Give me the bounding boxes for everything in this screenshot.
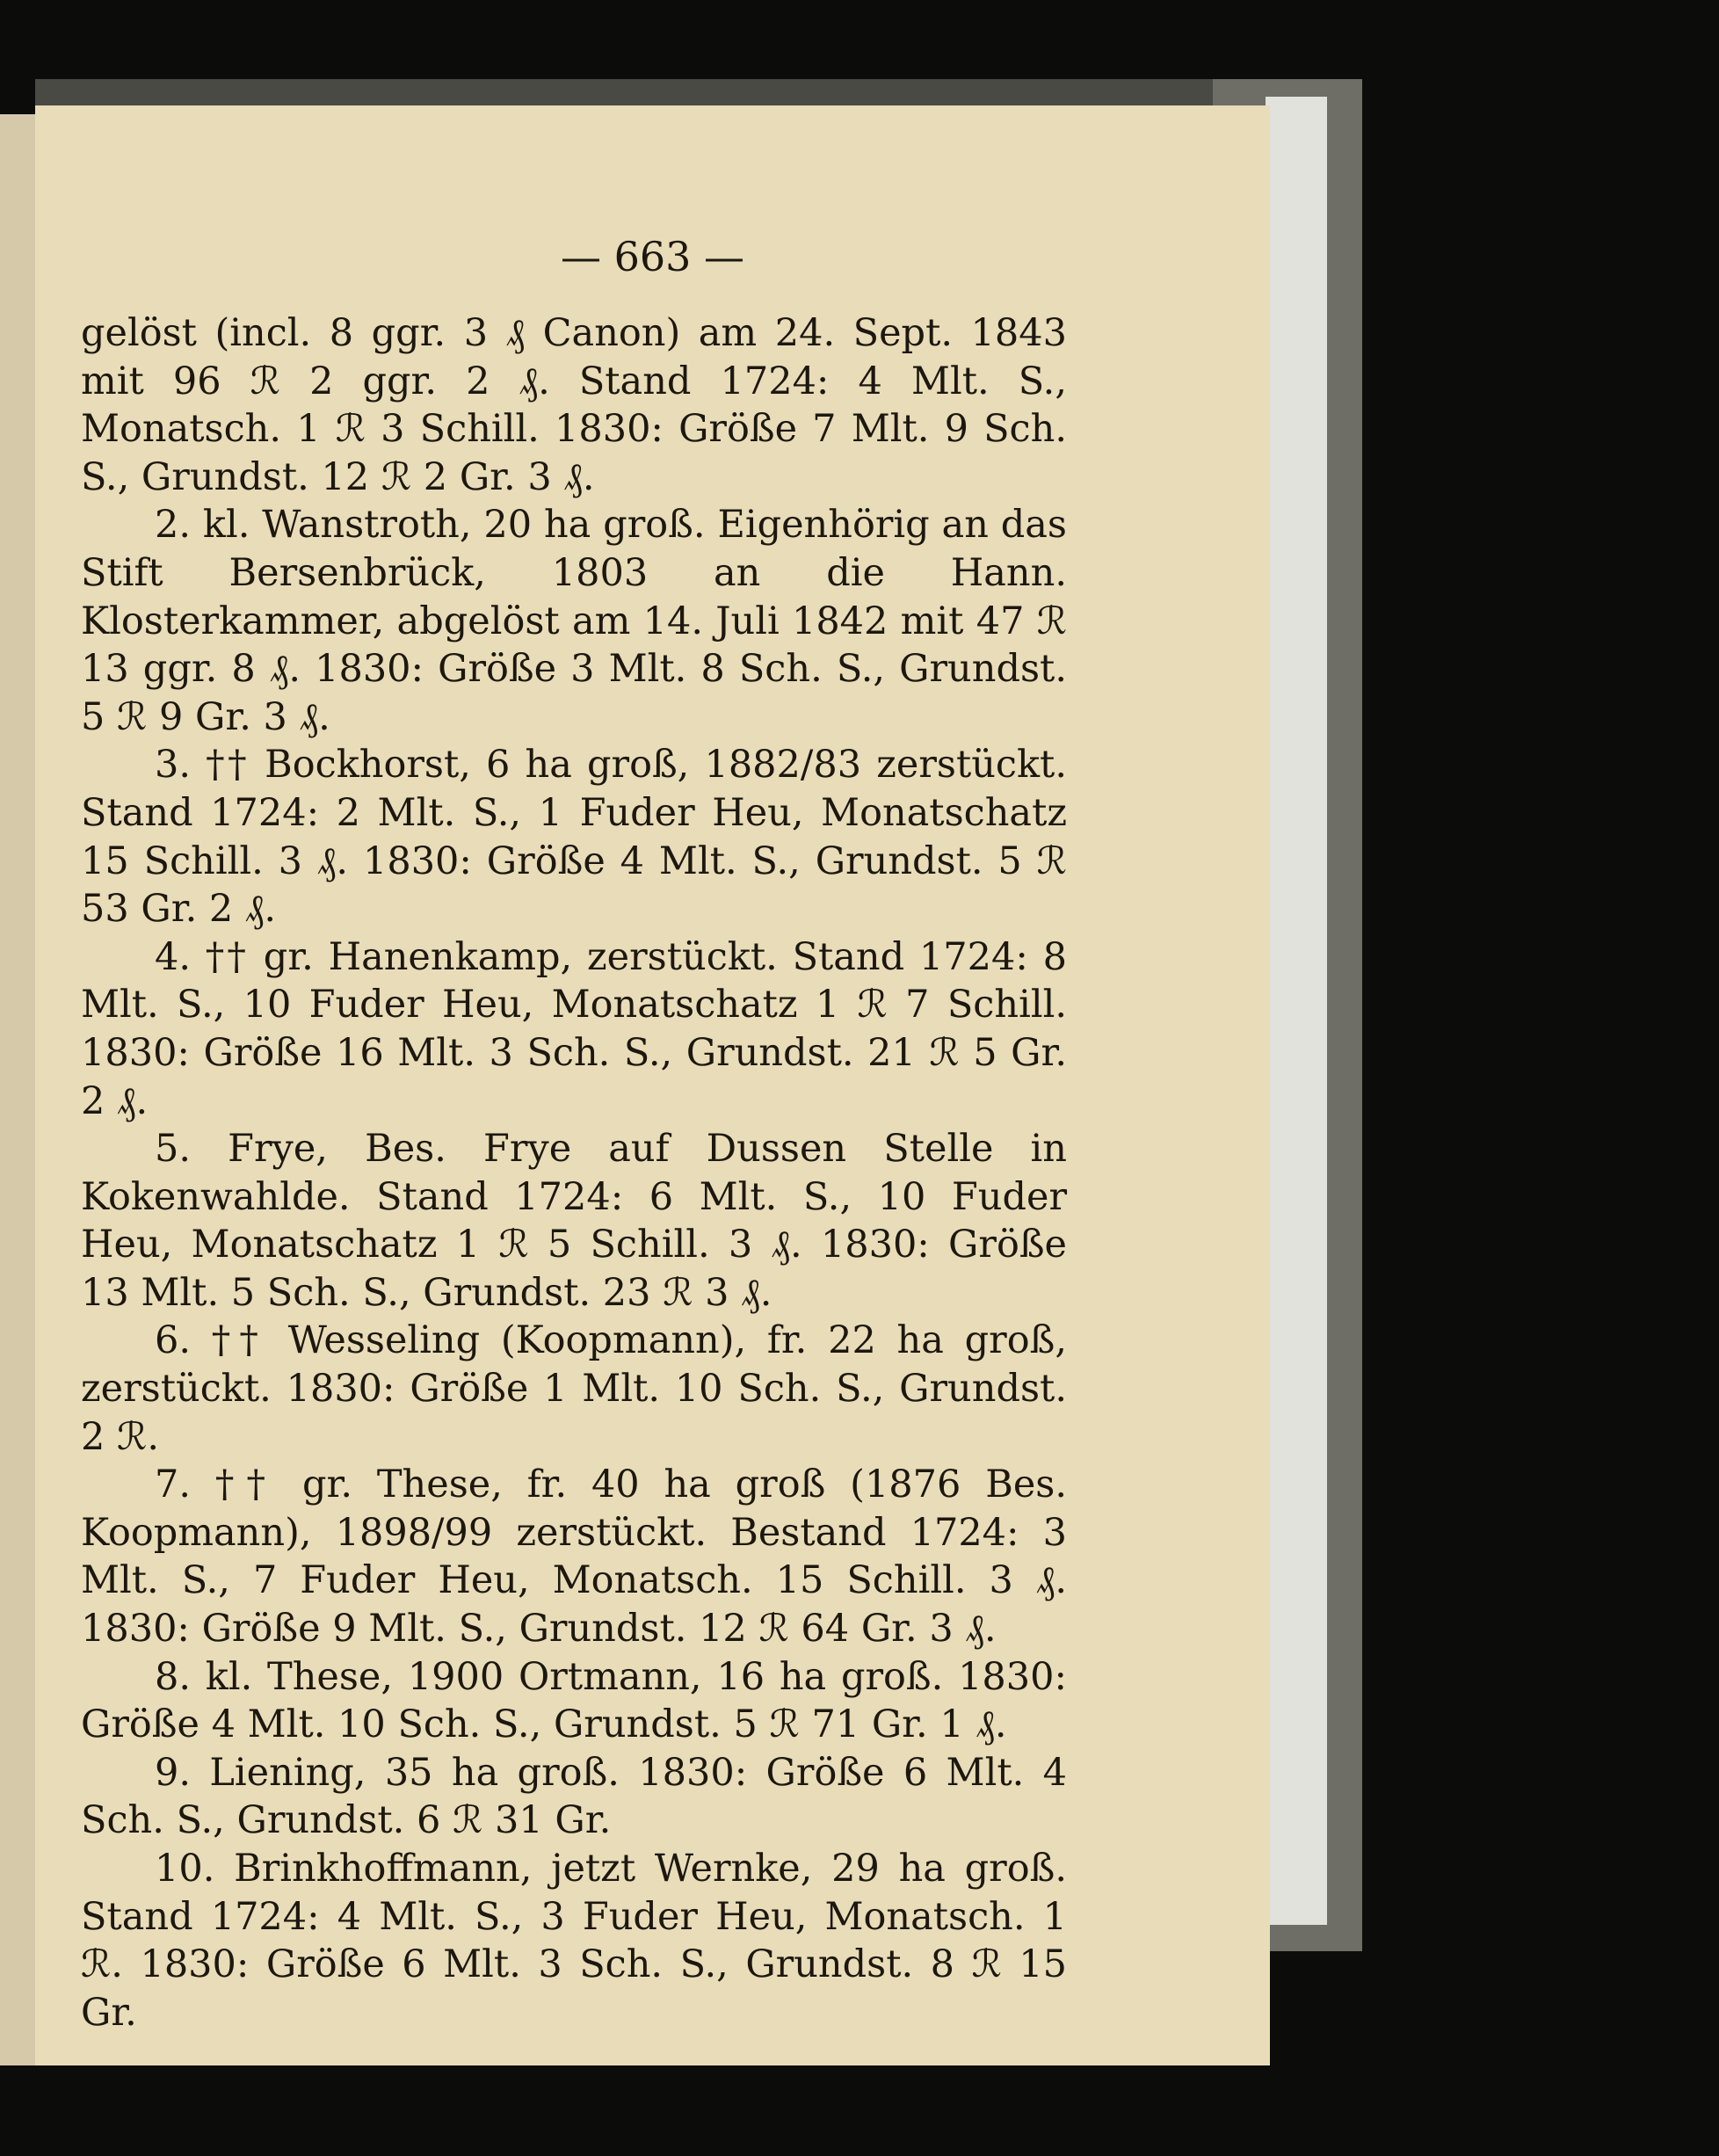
page-number: — 663 — <box>560 233 745 280</box>
facing-page-edge <box>0 114 35 2065</box>
paragraph-continuation: gelöst (incl. 8 ggr. 3 ₰ Canon) am 24. Sept. 1843 mit 96 ℛ 2 ggr. 2 ₰. Stand 1724: 4 Mlt. S., Monatsch. 1 ℛ 3 Schill. 1830: Größe 7 Mlt. 9 Sch. S., Grundst. 12 ℛ 2 Gr. 3 ₰. <box>81 311 1067 499</box>
book-page <box>35 105 1270 2065</box>
body-text <box>81 309 1067 2036</box>
paragraph-entry-8: 8. kl. These, 1900 Ortmann, 16 ha groß. 1830: Größe 4 Mlt. 10 Sch. S., Grundst. 5 ℛ 71 Gr. 1 ₰. <box>81 1654 1067 1747</box>
paragraph-entry-10: 10. Brinkhoffmann, jetzt Wernke, 29 ha groß. Stand 1724: 4 Mlt. S., 3 Fuder Heu, Monatsch. 1 ℛ. 1830: Größe 6 Mlt. 3 Sch. S., Grundst. 8 ℛ 15 Gr. <box>81 1847 1067 2035</box>
page-block-edge <box>1266 97 1327 1925</box>
paragraph-entry-9: 9. Liening, 35 ha groß. 1830: Größe 6 Mlt. 4 Sch. S., Grundst. 6 ℛ 31 Gr. <box>81 1750 1067 1843</box>
paragraph-entry-2: 2. kl. Wanstroth, 20 ha groß. Eigenhörig an das Stift Bersenbrück, 1803 an die Hann. Klosterkammer, abgelöst am 14. Juli 1842 mit 47 ℛ 13 ggr. 8 ₰. 1830: Größe 3 Mlt. 8 Sch. S., Grundst. 5 ℛ 9 Gr. 3 ₰. <box>81 503 1067 739</box>
paragraph-entry-6: 6. †† Wesseling (Koopmann), fr. 22 ha groß, zerstückt. 1830: Größe 1 Mlt. 10 Sch. S., Grundst. 2 ℛ. <box>81 1318 1067 1459</box>
paragraph-entry-7: 7. †† gr. These, fr. 40 ha groß (1876 Bes. Koopmann), 1898/99 zerstückt. Bestand 1724: 3 Mlt. S., 7 Fuder Heu, Monatsch. 15 Schill. 3 ₰. 1830: Größe 9 Mlt. S., Grundst. 12 ℛ 64 Gr. 3 ₰. <box>81 1463 1067 1651</box>
paragraph-entry-3: 3. †† Bockhorst, 6 ha groß, 1882/83 zerstückt. Stand 1724: 2 Mlt. S., 1 Fuder Heu, Monatschatz 15 Schill. 3 ₰. 1830: Größe 4 Mlt. S., Grundst. 5 ℛ 53 Gr. 2 ₰. <box>81 743 1067 932</box>
paragraph-entry-4: 4. †† gr. Hanenkamp, zerstückt. Stand 1724: 8 Mlt. S., 10 Fuder Heu, Monatschatz 1 ℛ 7 Schill. 1830: Größe 16 Mlt. 3 Sch. S., Grundst. 21 ℛ 5 Gr. 2 ₰. <box>81 934 1067 1123</box>
paragraph-entry-5: 5. Frye, Bes. Frye auf Dussen Stelle in Kokenwahlde. Stand 1724: 6 Mlt. S., 10 Fuder Heu, Monatschatz 1 ℛ 5 Schill. 3 ₰. 1830: Größe 13 Mlt. 5 Sch. S., Grundst. 23 ℛ 3 ₰. <box>81 1127 1067 1315</box>
